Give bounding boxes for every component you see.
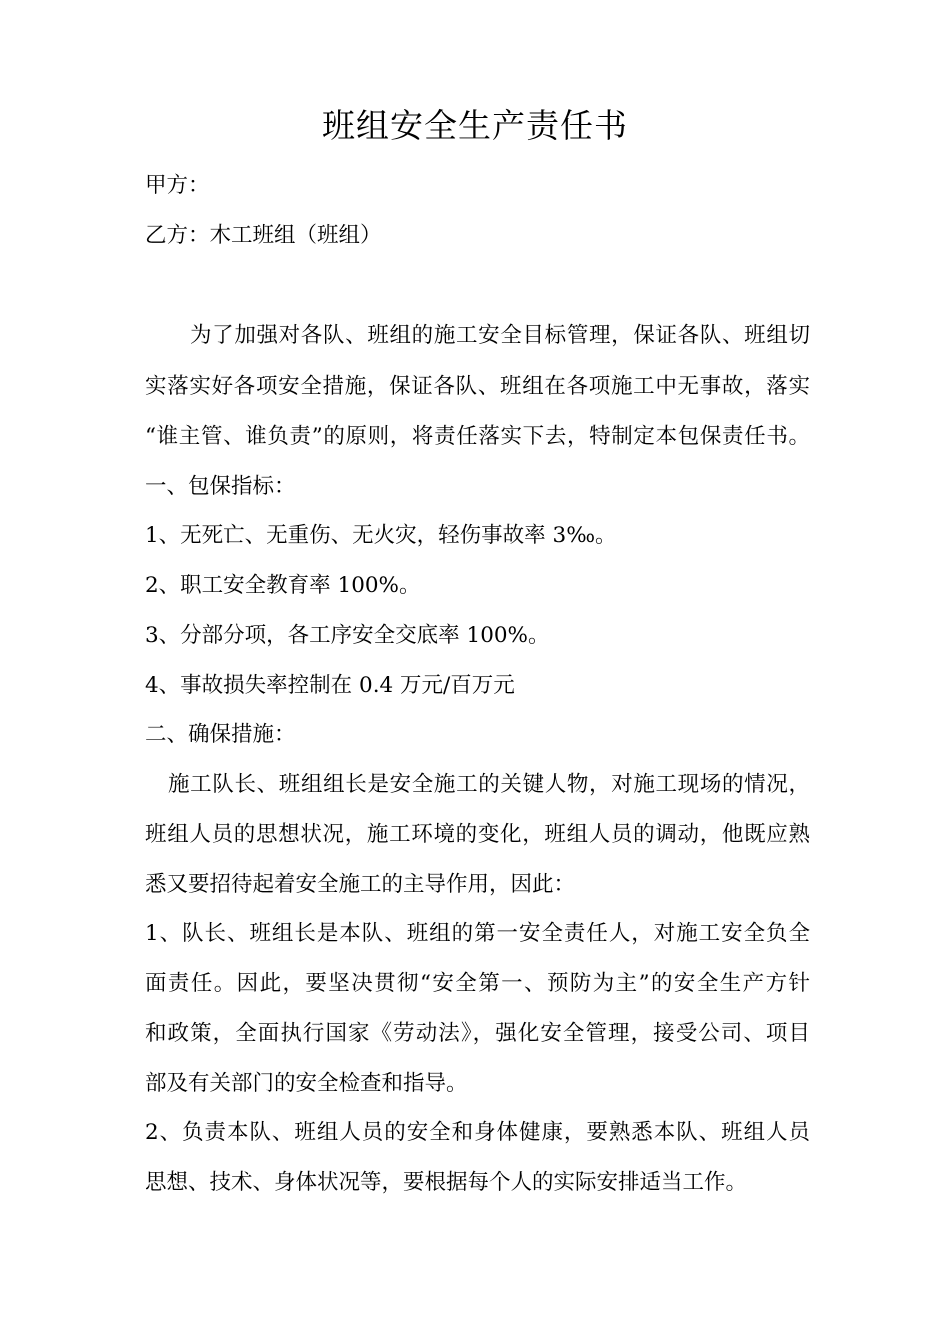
measure-item-line: 1、队长、班组长是本队、班组的第一安全责任人，对施工安全负全 [145, 921, 810, 946]
measure-item-line: 面责任。因此，要坚决贯彻“安全第一、预防为主”的安全生产方针 [145, 971, 810, 996]
party-b-line: 乙方：木工班组（班组） [145, 223, 382, 248]
measures-para-line: 施工队长、班组组长是安全施工的关键人物，对施工现场的情况， [168, 772, 810, 797]
measure-item-line: 2、负责本队、班组人员的安全和身体健康，要熟悉本队、班组人员 [145, 1120, 810, 1145]
section-heading: 二、确保措施： [145, 722, 296, 747]
section-heading: 一、包保指标： [145, 474, 296, 499]
document-title: 班组安全生产责任书 [322, 106, 628, 145]
measure-item-line: 和政策，全面执行国家《劳动法》，强化安全管理，接受公司、项目 [145, 1021, 810, 1046]
indicator-item: 1、无死亡、无重伤、无火灾，轻伤事故率 3‰。 [145, 523, 617, 548]
indicator-item: 4、事故损失率控制在 0.4 万元/百万元 [145, 673, 515, 698]
indicator-item: 2、职工安全教育率 100%。 [145, 573, 421, 598]
measure-item-line: 部及有关部门的安全检查和指导。 [145, 1071, 468, 1096]
intro-line: 为了加强对各队、班组的施工安全目标管理，保证各队、班组切 [190, 323, 810, 348]
measure-item-line: 思想、技术、身体状况等，要根据每个人的实际安排适当工作。 [145, 1170, 748, 1195]
indicator-item: 3、分部分项，各工序安全交底率 100%。 [145, 623, 550, 648]
measures-para-line: 悉又要招待起着安全施工的主导作用，因此： [145, 872, 576, 897]
measures-para-line: 班组人员的思想状况，施工环境的变化，班组人员的调动，他既应熟 [145, 822, 810, 847]
intro-line: 实落实好各项安全措施，保证各队、班组在各项施工中无事故，落实 [145, 374, 810, 399]
intro-line: “谁主管、谁负责”的原则，将责任落实下去，特制定本包保责任书。 [145, 424, 810, 449]
party-a-line: 甲方： [145, 173, 210, 198]
